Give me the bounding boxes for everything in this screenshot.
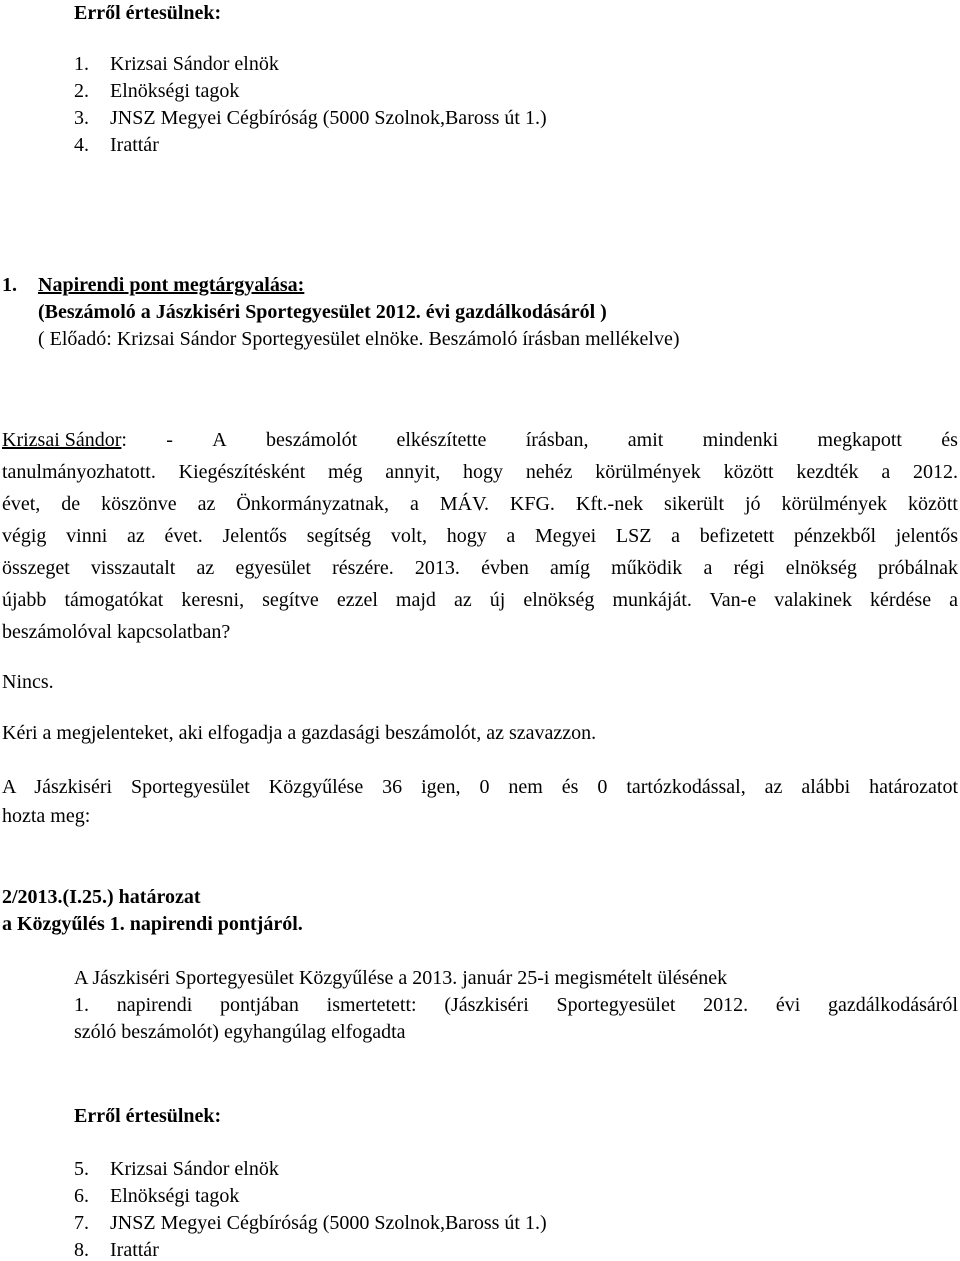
agenda-number: 1. (2, 274, 17, 296)
speech-word: beszámolót (266, 429, 358, 451)
agenda-title: Napirendi pont megtárgyalása: (38, 274, 305, 296)
notify-item-num: 3. (74, 107, 89, 129)
notify-item-num: 5. (74, 1158, 89, 1180)
notify-item-num: 7. (74, 1212, 89, 1234)
speech-line-5: összeget visszautalt az egyesület részére. 2013. évben amíg működik a régi elnökség próbálnak (2, 557, 958, 579)
agenda-presenter: ( Előadó: Krizsai Sándor Sportegyesület elnöke. Beszámoló írásban mellékelve) (38, 328, 680, 350)
speech-line-1 (2, 430, 958, 450)
speech-word: írásban, (525, 429, 589, 451)
notify-item-text: Irattár (110, 1239, 159, 1261)
resolution-number: 2/2013.(I.25.) határozat (2, 886, 201, 908)
notify-item-text: JNSZ Megyei Cégbíróság (5000 Szolnok,Baross út 1.) (110, 107, 547, 129)
notify-item-text: Elnökségi tagok (110, 1185, 240, 1207)
notify-item-num: 8. (74, 1239, 89, 1261)
agenda-subtitle: (Beszámoló a Jászkiséri Sportegyesület 2012. évi gazdálkodásáról ) (38, 301, 607, 323)
speech-word: és (941, 429, 958, 451)
resolution-line-3: szóló beszámolót) egyhangúlag elfogadta (74, 1021, 406, 1043)
speech-line-3: évet, de köszönve az Önkormányzatnak, a MÁV. KFG. Kft.-nek sikerült jó körülmények között (2, 493, 958, 515)
notify-item-text: Krizsai Sándor elnök (110, 1158, 279, 1180)
answer-text: Nincs. (2, 671, 54, 693)
notify-item-num: 4. (74, 134, 89, 156)
vote-result-line-1: A Jászkiséri Sportegyesület Közgyűlése 36 igen, 0 nem és 0 tartózkodással, az alábbi határozatot (2, 776, 958, 798)
speech-word: - (166, 429, 173, 451)
speech-line-2: tanulmányozhatott. Kiegészítésként még annyit, hogy nehéz körülmények között kezdték a 2012. (2, 461, 958, 483)
resolution-line-2: 1. napirendi pontjában ismertetett: (Jászkiséri Sportegyesület 2012. évi gazdálkodásáról (74, 994, 958, 1016)
speech-word: Krizsai Sándor: (2, 429, 127, 451)
speech-line-7: beszámolóval kapcsolatban? (2, 621, 231, 643)
speech-line-4: végig vinni az évet. Jelentős segítség volt, hogy a Megyei LSZ a befizetett pénzekből jelentős (2, 525, 958, 547)
speech-word: elkészítette (396, 429, 487, 451)
vote-result-line-2: hozta meg: (2, 805, 91, 827)
notify-item-text: Krizsai Sándor elnök (110, 53, 279, 75)
speech-word: amit (627, 429, 664, 451)
notify-item-num: 2. (74, 80, 89, 102)
notify-item-text: Elnökségi tagok (110, 80, 240, 102)
notify-item-num: 6. (74, 1185, 89, 1207)
notify-item-text: JNSZ Megyei Cégbíróság (5000 Szolnok,Baross út 1.) (110, 1212, 547, 1234)
speech-word: A (212, 429, 227, 451)
speaker-name: Krizsai Sándor (2, 429, 122, 451)
resolution-subject: a Közgyűlés 1. napirendi pontjáról. (2, 913, 303, 935)
notify-item-num: 1. (74, 53, 89, 75)
notify-heading: Erről értesülnek: (74, 1105, 222, 1127)
notify-item-text: Irattár (110, 134, 159, 156)
speech-line-6: újabb támogatókat keresni, segítve ezzel majd az új elnökség munkáját. Van-e valakinek kérdése a (2, 589, 958, 611)
vote-request: Kéri a megjelenteket, aki elfogadja a gazdasági beszámolót, az szavazzon. (2, 722, 597, 744)
resolution-line-1: A Jászkiséri Sportegyesület Közgyűlése a 2013. január 25-i megismételt ülésének (74, 967, 728, 989)
notify-heading: Erről értesülnek: (74, 2, 222, 24)
speech-word: megkapott (817, 429, 902, 451)
speech-word: mindenki (702, 429, 779, 451)
